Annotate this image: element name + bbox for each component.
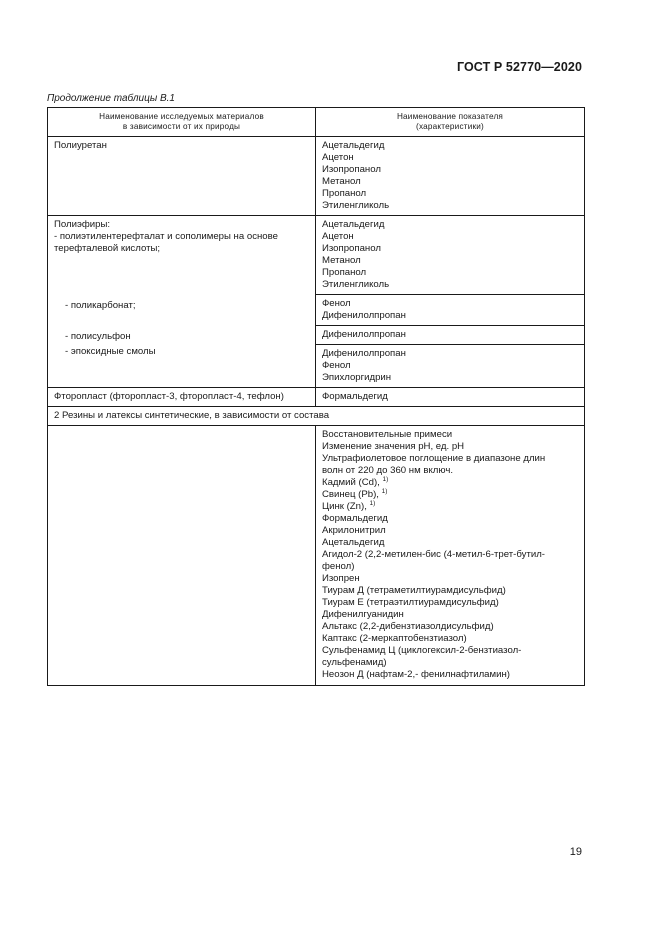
table-row: [48, 216, 585, 295]
indicator: Изопропанол: [322, 243, 381, 254]
indicator: Фенол: [322, 298, 351, 309]
indicator: Формальдегид: [322, 513, 388, 524]
indicator: Неозон Д (нафтам-2,- фенилнафтиламин): [322, 669, 510, 680]
indicator: Ацетон: [322, 231, 354, 242]
table-caption: Продолжение таблицы В.1: [47, 93, 175, 104]
indicator: сульфенамид): [322, 657, 387, 668]
material-cell: [48, 216, 316, 388]
material-name: Полиуретан: [54, 140, 107, 151]
indicator: Пропанол: [322, 188, 367, 199]
indicator: Пропанол: [322, 267, 367, 278]
indicator: Ацетальдегид: [322, 537, 385, 548]
page-number: 19: [569, 846, 582, 858]
indicator: Изопрен: [322, 573, 360, 584]
indicator: Ультрафиолетовое поглощение в диапазоне длин: [322, 453, 546, 464]
indicator: Метанол: [322, 176, 361, 187]
header-text: в зависимости от их природы: [122, 122, 241, 131]
indicator-cell: [316, 295, 585, 326]
indicator: Тиурам Д (тетраметилтиурамдисульфид): [322, 585, 506, 596]
table-row: [48, 426, 585, 686]
indicator-text: Кадмий (Cd),: [322, 477, 380, 488]
indicator-text: Свинец (Pb),: [322, 489, 379, 500]
indicator-cell: [316, 388, 585, 407]
material-cell: [48, 137, 316, 216]
indicator: волн от 220 до 360 нм включ.: [322, 465, 454, 476]
indicator: Эпихлоргидрин: [322, 372, 392, 383]
indicator-cell: [316, 326, 585, 345]
indicator: Каптакс (2-меркаптобензтиазол): [322, 633, 467, 644]
indicator: Изопропанол: [322, 164, 381, 175]
indicator: Изменение значения pH, ед. pH: [322, 441, 465, 452]
table-row: [48, 137, 585, 216]
footnote-mark: 1): [382, 476, 389, 483]
section-title-cell: [48, 407, 585, 426]
material-name: - эпоксидные смолы: [65, 346, 156, 357]
section-title: 2 Резины и латексы синтетические, в зависимости от состава: [54, 410, 330, 421]
indicator-cell: [316, 137, 585, 216]
indicator: Этиленгликоль: [322, 279, 390, 290]
indicator-cell: [316, 426, 585, 686]
indicator: фенол): [322, 561, 355, 572]
indicator: Фенол: [322, 360, 351, 371]
document-code: ГОСТ Р 52770—2020: [456, 60, 582, 74]
material-name: Полиэфиры:: [54, 219, 111, 230]
indicator: Ацетальдегид: [322, 140, 385, 151]
indicator: Дифенилгуанидин: [322, 609, 404, 620]
indicator: Дифенилолпропан: [322, 348, 406, 359]
indicator: [322, 489, 579, 501]
footnote-mark: 1): [369, 500, 376, 507]
indicator: Агидол-2 (2,2-метилен-бис (4-метил-6-трет-бутил-: [322, 549, 545, 560]
indicator: Этиленгликоль: [322, 200, 390, 211]
footnote-mark: 1): [381, 488, 388, 495]
material-cell: [48, 426, 316, 686]
indicator-text: Цинк (Zn),: [322, 501, 367, 512]
table-header-row: [48, 108, 585, 137]
column-header-materials: [48, 108, 316, 137]
indicator: Дифенилолпропан: [322, 310, 406, 321]
indicator: Альтакс (2,2-дибензтиазолдисульфид): [322, 621, 494, 632]
indicator: [322, 477, 579, 489]
section-row: [48, 407, 585, 426]
indicator: Ацетон: [322, 152, 354, 163]
material-name: - полиэтилентерефталат и сополимеры на основе: [54, 231, 278, 242]
material-name: терефталевой кислоты;: [54, 243, 161, 254]
indicator: Ацетальдегид: [322, 219, 385, 230]
material-name: Фторопласт (фторопласт-3, фторопласт-4, тефлон): [54, 391, 284, 402]
indicator: Формальдегид: [322, 391, 388, 402]
indicator: Метанол: [322, 255, 361, 266]
material-name: - поликарбонат;: [65, 300, 136, 311]
indicator: Акрилонитрил: [322, 525, 386, 536]
indicator-cell: [316, 216, 585, 295]
indicator: Сульфенамид Ц (циклогексил-2-бензтиазол-: [322, 645, 522, 656]
indicator: [322, 501, 579, 513]
column-header-indicators: [316, 108, 585, 137]
header-text: Наименование показателя: [396, 112, 504, 121]
indicator: Восстановительные примеси: [322, 429, 453, 440]
indicator: Тиурам Е (тетраэтилтиурамдисульфид): [322, 597, 499, 608]
table-row: [48, 388, 585, 407]
material-name: - полисульфон: [65, 331, 131, 342]
indicator-cell: [316, 345, 585, 388]
header-text: (характеристики): [416, 122, 484, 131]
header-text: Наименование исследуемых материалов: [99, 112, 264, 121]
materials-table: [47, 107, 585, 686]
indicator: Дифенилолпропан: [322, 329, 406, 340]
material-cell: [48, 388, 316, 407]
